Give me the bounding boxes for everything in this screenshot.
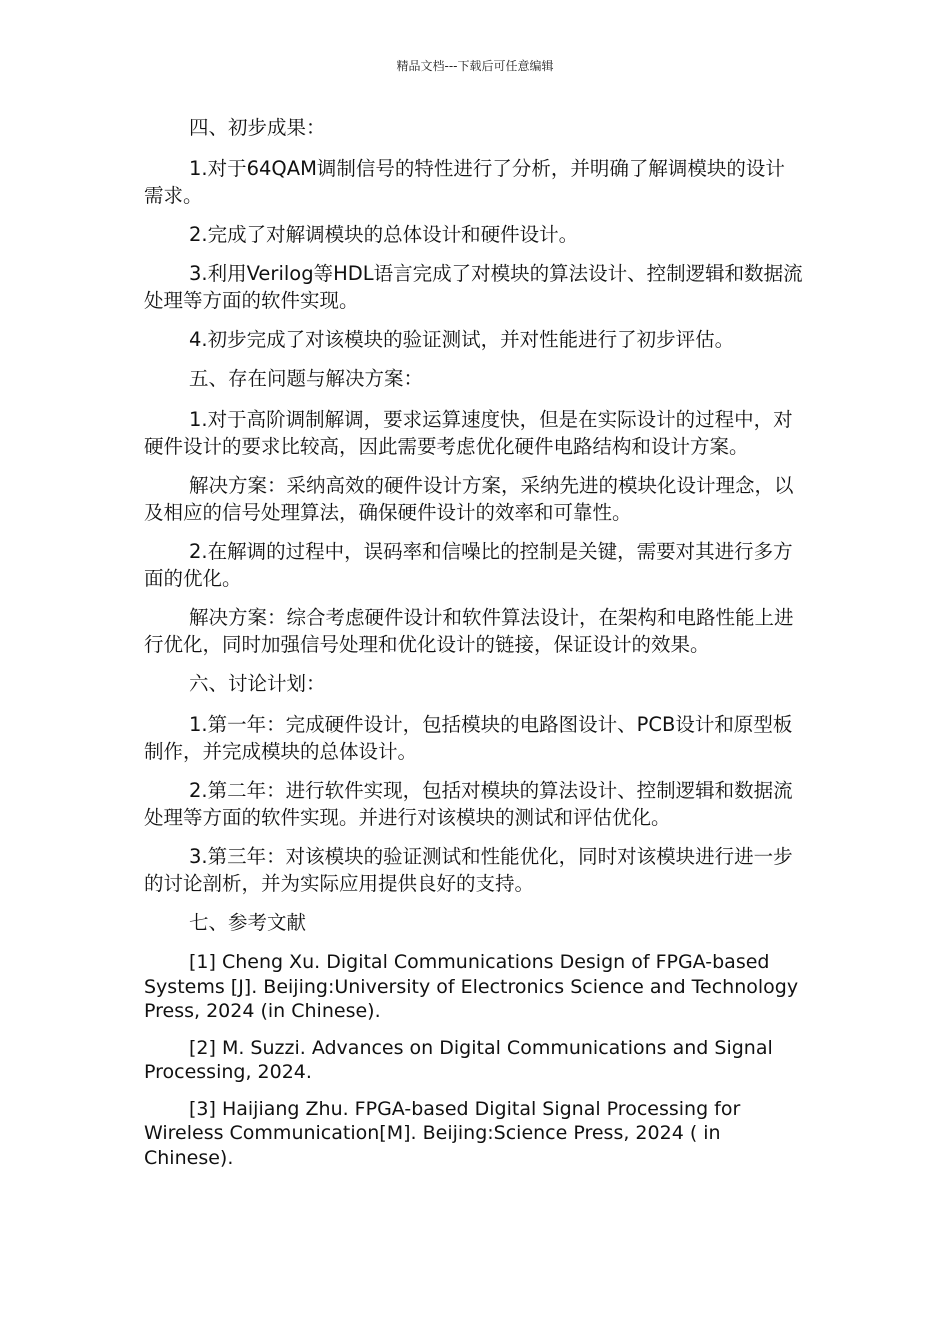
reference-item-1: [1] Cheng Xu. Digital Communications Design of FPGA-based Systems [J]. Beijing:University of Electronics Science and Technology Press, 2024 (in Chinese). — [144, 951, 799, 1022]
problem-item-2: 2.在解调的过程中，误码率和信噪比的控制是关键，需要对其进行多方面的优化。 — [144, 540, 793, 590]
plan-item-year-1: 1.第一年：完成硬件设计，包括模块的电路图设计、PCB设计和原型板制作，并完成模块的总体设计。 — [144, 713, 793, 763]
solution-item-2: 解决方案：综合考虑硬件设计和软件算法设计，在架构和电路性能上进行优化，同时加强信号处理和优化设计的链接，保证设计的效果。 — [144, 606, 794, 656]
reference-item-2: [2] M. Suzzi. Advances on Digital Communications and Signal Processing, 2024. — [144, 1036, 773, 1083]
results-item-2: 2.完成了对解调模块的总体设计和硬件设计。 — [189, 223, 579, 246]
document-body — [144, 114, 804, 1182]
page-header: 精品文档---下载后可任意编辑 — [396, 59, 554, 73]
section-heading-problems: 五、存在问题与解决方案： — [189, 367, 424, 390]
solution-item-1: 解决方案：采纳高效的硬件设计方案，采纳先进的模块化设计理念，以及相应的信号处理算法，确保硬件设计的效率和可靠性。 — [144, 474, 794, 524]
results-item-1: 1.对于64QAM调制信号的特性进行了分析，并明确了解调模块的设计需求。 — [144, 157, 785, 207]
section-heading-references: 七、参考文献 — [189, 911, 307, 934]
problem-item-1: 1.对于高阶调制解调，要求运算速度快，但是在实际设计的过程中，对硬件设计的要求比较高，因此需要考虑优化硬件电路结构和设计方案。 — [144, 408, 793, 458]
reference-item-3: [3] Haijiang Zhu. FPGA-based Digital Signal Processing for Wireless Communication[M]. Beijing:Science Press, 2024 ( in Chinese). — [144, 1097, 741, 1169]
results-item-4: 4.初步完成了对该模块的验证测试，并对性能进行了初步评估。 — [189, 328, 735, 351]
results-item-3: 3.利用Verilog等HDL语言完成了对模块的算法设计、控制逻辑和数据流处理等方面的软件实现。 — [144, 262, 803, 312]
section-heading-plan: 六、讨论计划： — [189, 672, 326, 695]
plan-item-year-3: 3.第三年：对该模块的验证测试和性能优化，同时对该模块进行进一步的讨论剖析，并为实际应用提供良好的支持。 — [144, 845, 793, 895]
section-heading-results: 四、初步成果： — [189, 116, 326, 139]
plan-item-year-2: 2.第二年：进行软件实现，包括对模块的算法设计、控制逻辑和数据流处理等方面的软件实现。并进行对该模块的测试和评估优化。 — [144, 779, 793, 829]
